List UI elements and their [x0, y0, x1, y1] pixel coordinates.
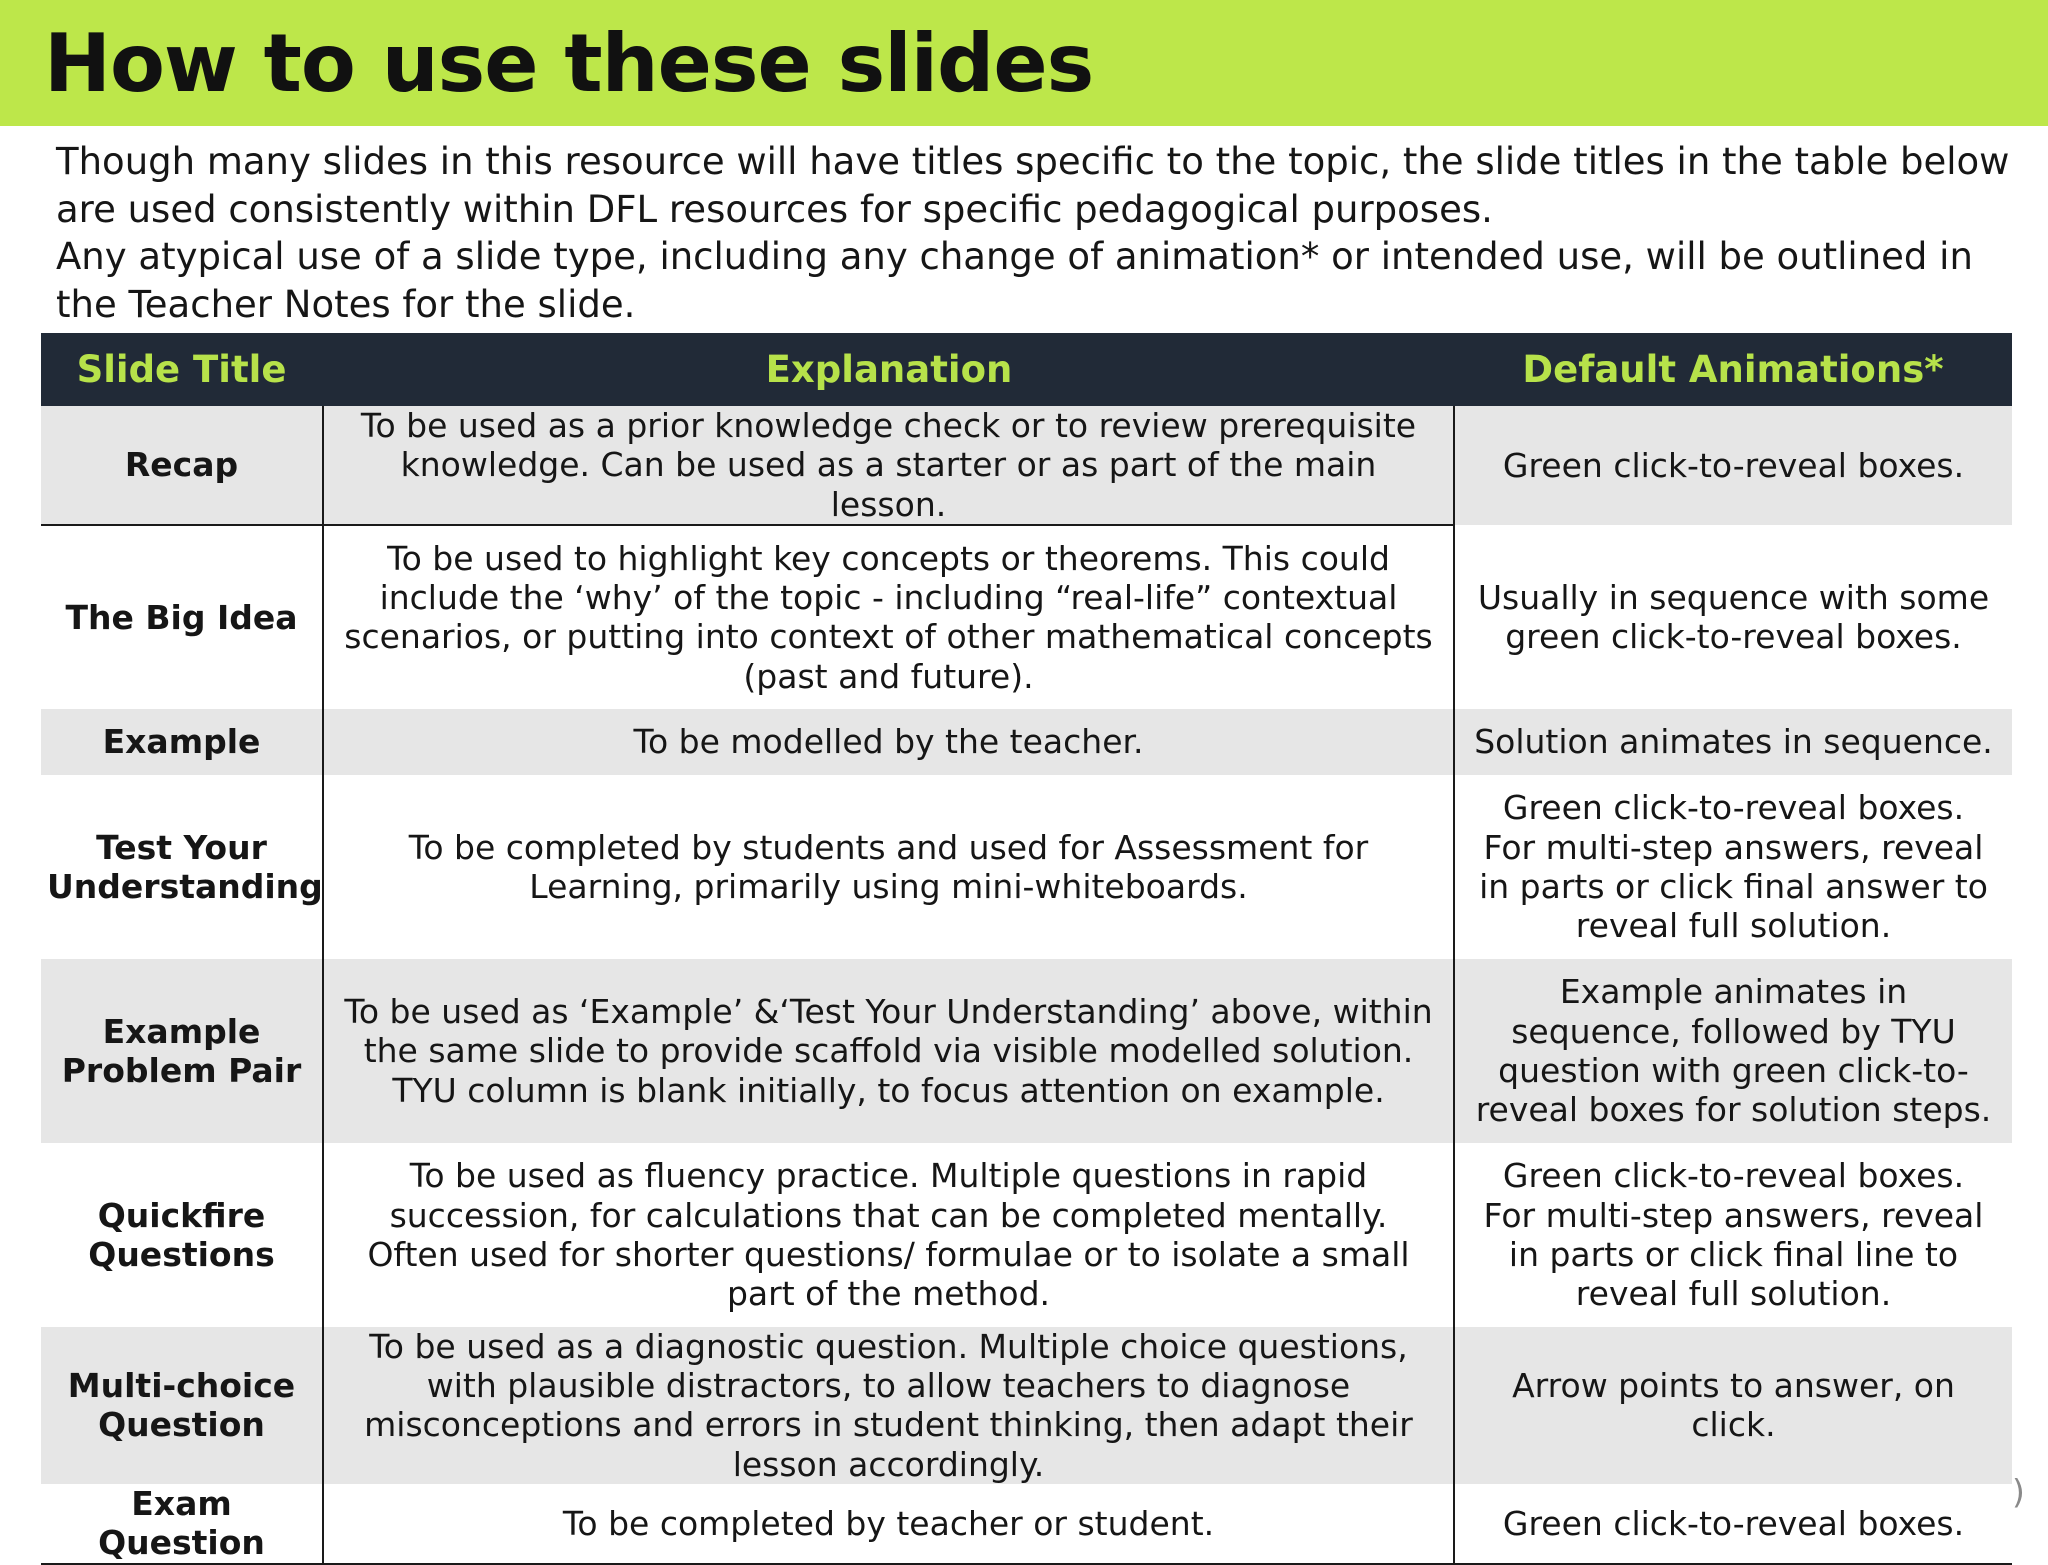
- page-title: How to use these slides: [44, 17, 1094, 110]
- header-default-animations: Default Animations*: [1454, 333, 2012, 406]
- intro-paragraph-2: Any atypical use of a slide type, including any change of animation* or intended use, will be outlined in the Teacher Notes for the slide.: [56, 235, 1973, 326]
- row-animation: Solution animates in sequence.: [1454, 709, 2012, 775]
- row-animation: Green click-to-reveal boxes.: [1454, 1484, 2012, 1564]
- table-row: [41, 709, 2012, 775]
- row-title: Multi-choice Question: [41, 1327, 323, 1484]
- row-title: The Big Idea: [41, 525, 323, 709]
- table-row: [41, 1484, 2012, 1564]
- table-row: [41, 525, 2012, 709]
- row-title: Quickfire Questions: [41, 1143, 323, 1327]
- row-title: Recap: [41, 406, 323, 525]
- header-slide-title: Slide Title: [41, 333, 323, 406]
- title-banner: [0, 0, 2048, 126]
- row-explanation: To be used as ‘Example’ &‘Test Your Understanding’ above, within the same slide to provide scaffold via visible modelled solution. TYU column is blank initially, to focus attention on example.: [323, 959, 1454, 1143]
- row-explanation: To be completed by teacher or student.: [323, 1484, 1454, 1564]
- corner-mark: ): [2012, 1472, 2025, 1511]
- row-animation: Example animates in sequence, followed by TYU question with green click-to-reveal boxes for solution steps.: [1454, 959, 2012, 1143]
- row-explanation: To be used as a prior knowledge check or to review prerequisite knowledge. Can be used as a starter or as part of the main lesson.: [323, 406, 1454, 525]
- row-explanation: To be completed by students and used for Assessment for Learning, primarily using mini-whiteboards.: [323, 775, 1454, 959]
- table-header-row: [41, 333, 2012, 406]
- row-animation: Usually in sequence with some green click-to-reveal boxes.: [1477, 577, 1990, 656]
- row-title: Test Your Understanding: [41, 775, 323, 959]
- table-row: [41, 959, 2012, 1143]
- row-animation: Arrow points to answer, on click.: [1454, 1327, 2012, 1484]
- row-animation: Green click-to-reveal boxes. For multi-step answers, reveal in parts or click final answer to reveal full solution.: [1479, 788, 1988, 946]
- row-title: Example: [41, 709, 323, 775]
- intro-text: [56, 138, 2016, 328]
- row-explanation: To be used as fluency practice. Multiple questions in rapid succession, for calculations that can be completed mentally. Often used for shorter questions/ formulae or to isolate a small part of the method.: [323, 1143, 1454, 1327]
- row-title: Example Problem Pair: [41, 959, 323, 1143]
- table-row: [41, 1327, 2012, 1484]
- slide-types-table: [41, 333, 2012, 1565]
- row-title: Exam Question: [41, 1484, 323, 1564]
- table-row: [41, 1143, 2012, 1327]
- row-animation: Green click-to-reveal boxes. For multi-step answers, reveal in parts or click final line to reveal full solution.: [1483, 1156, 1984, 1314]
- intro-paragraph-1: Though many slides in this resource will have titles specific to the topic, the slide titles in the table below are used consistently within DFL resources for specific pedagogical purposes.: [56, 140, 2010, 231]
- header-explanation: Explanation: [323, 333, 1454, 406]
- table-row: [41, 406, 2012, 525]
- row-animation: Green click-to-reveal boxes.: [1454, 406, 2012, 525]
- row-explanation: To be used to highlight key concepts or theorems. This could include the ‘why’ of the topic - including “real-life” contextual scenarios, or putting into context of other mathematical concepts (past and future).: [323, 525, 1454, 709]
- row-explanation: To be used as a diagnostic question. Multiple choice questions, with plausible distractors, to allow teachers to diagnose misconceptions and errors in student thinking, then adapt their lesson accordingly.: [323, 1327, 1454, 1484]
- row-explanation: To be modelled by the teacher.: [323, 709, 1454, 775]
- table-row: [41, 775, 2012, 959]
